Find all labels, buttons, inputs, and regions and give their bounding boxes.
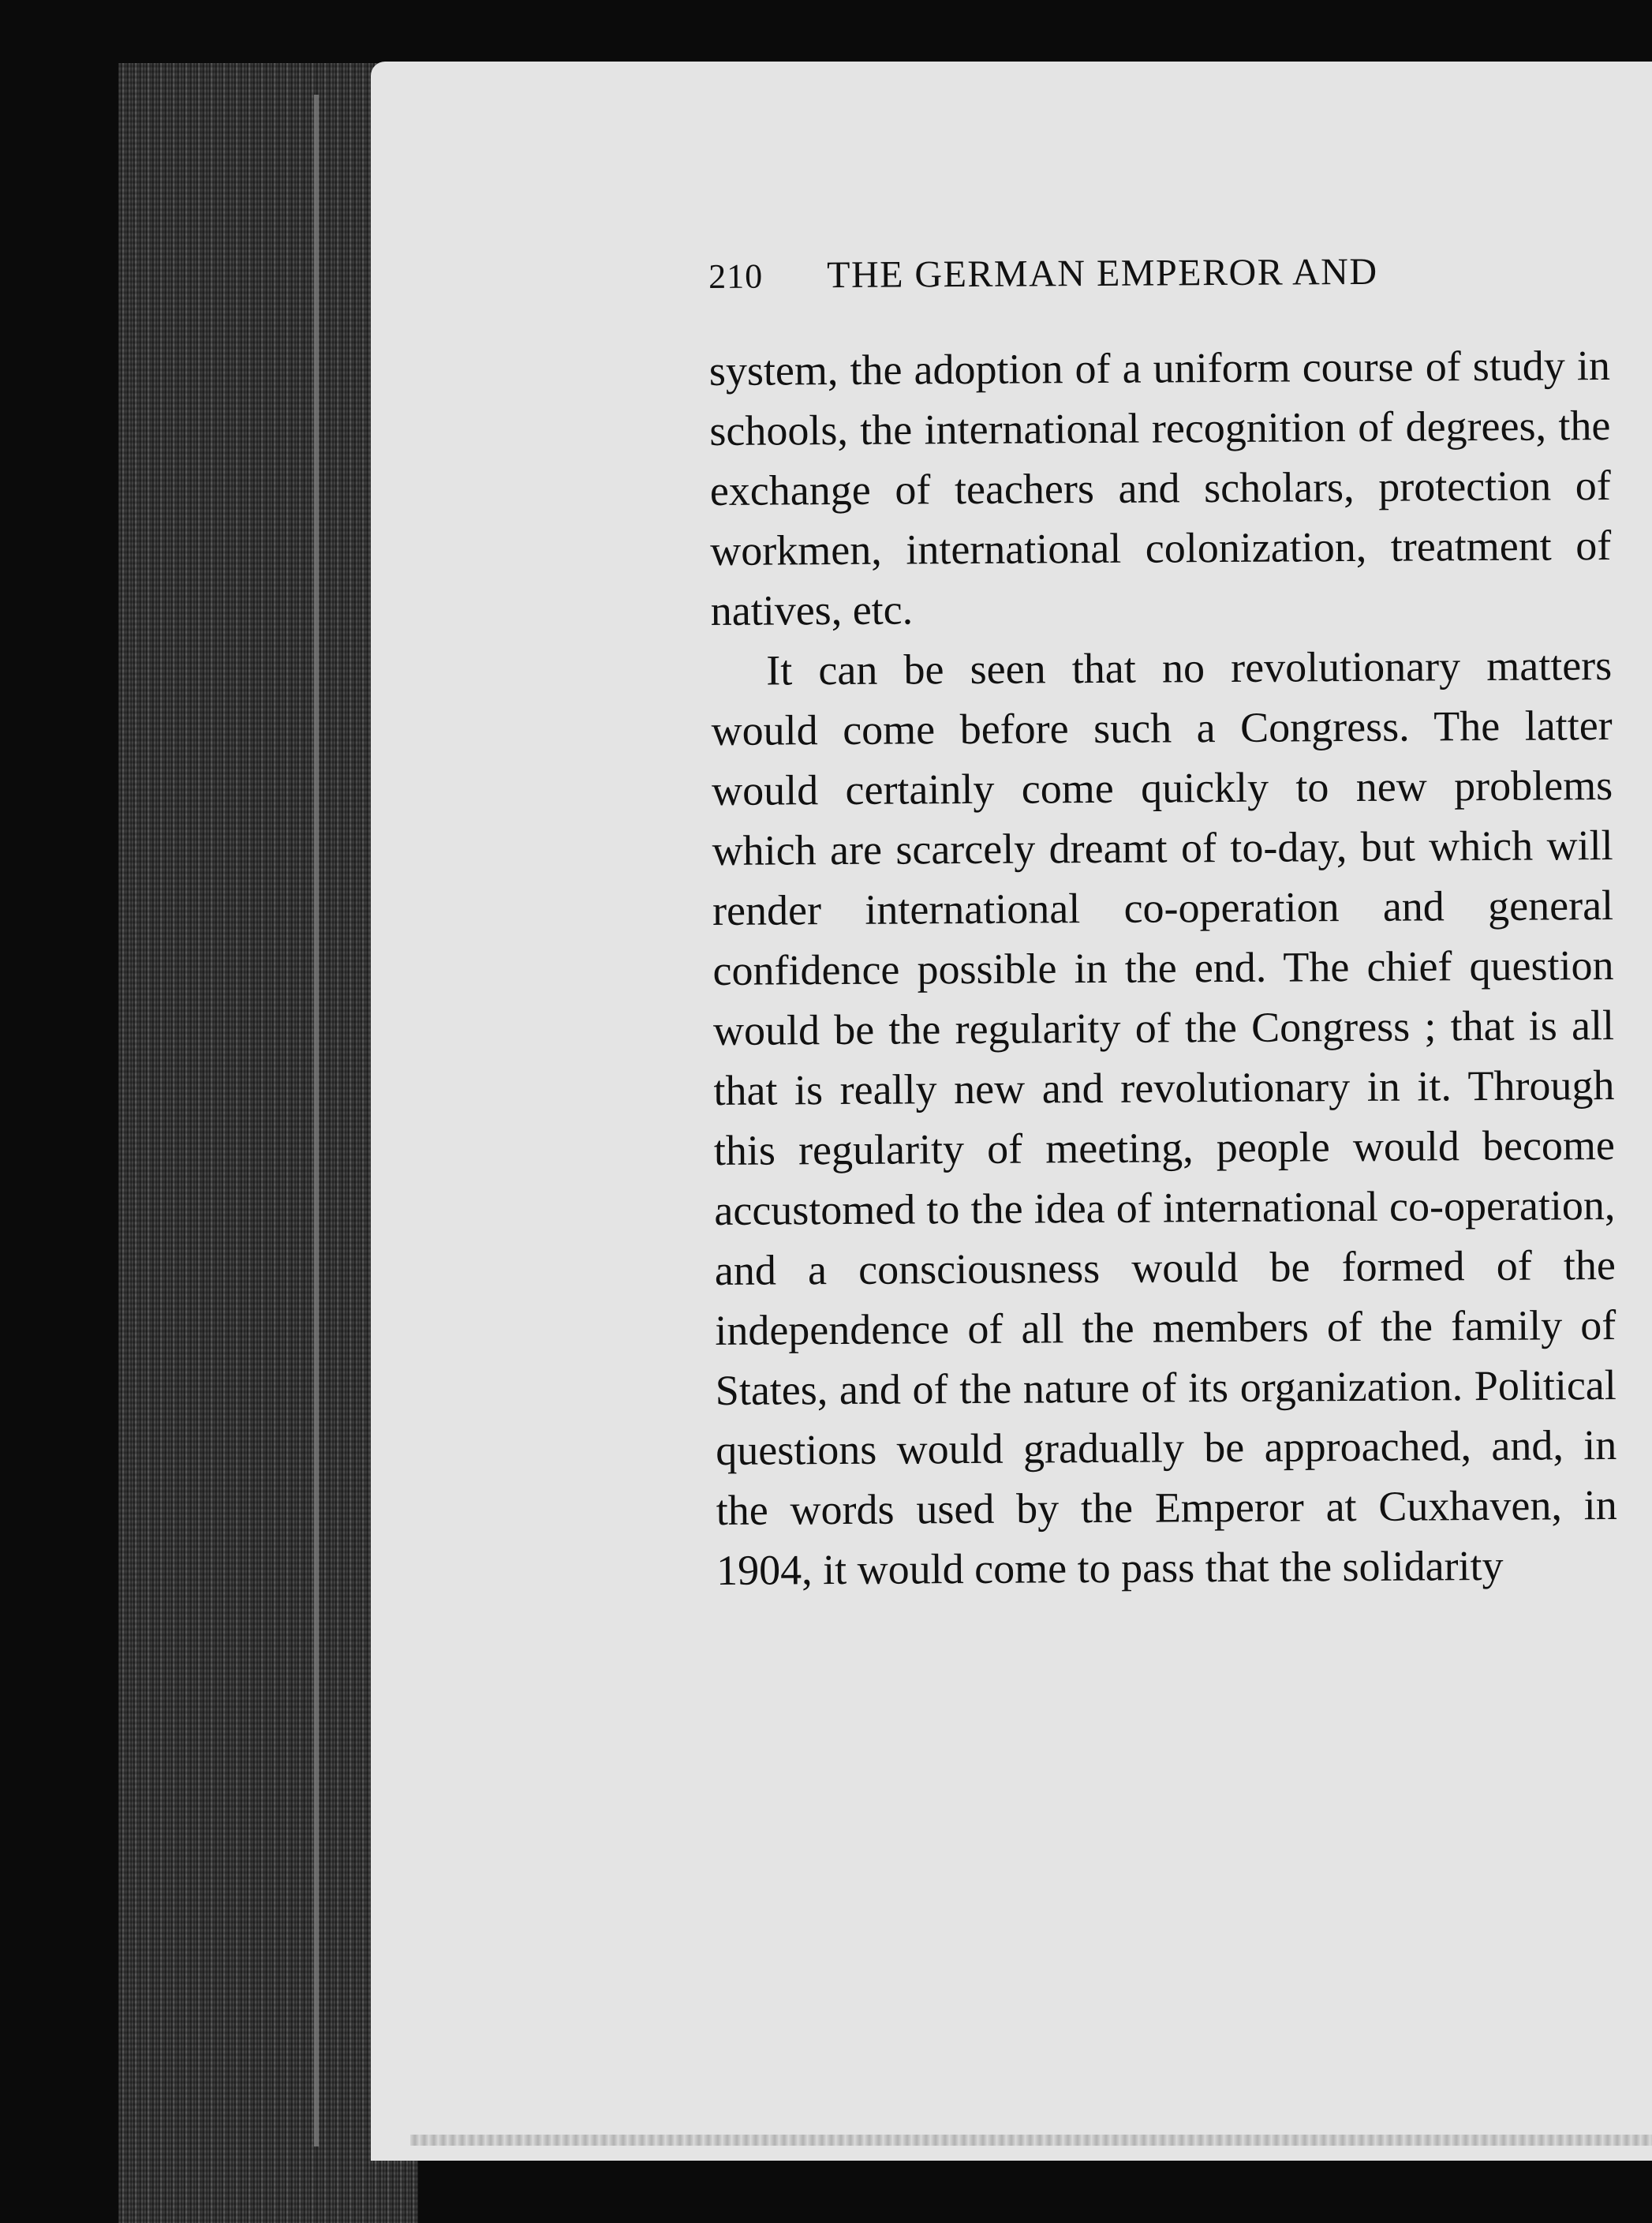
paragraph-continuation: system, the adoption of a uniform course of study in schools, the international recognition of degrees, the exchange of teachers and scholars, protection of workmen, international colonization, treatment of natives, etc.: [708, 342, 1612, 634]
running-head: [708, 249, 1609, 308]
running-head-title: THE GERMAN EMPEROR AND: [827, 250, 1378, 297]
page-edge-highlight: [314, 95, 319, 2146]
page-text-block: [708, 249, 1617, 1600]
paragraph-congress: It can be seen that no revolutionary matters would come before such a Congress. The latter would certainly come quickly to new problems which are scarcely dreamt of to-day, but which will render international co-operation and general confidence possible in the end. The chief question would be the regularity of the Congress ; that is all that is really new and revolutionary in it. Through this regularity of meeting, people would become accustomed to the idea of international co-operation, and a consciousness would be formed of the independence of all the members of the family of States, and of the nature of its organization. Political questions would gradually be approached, and, in the words used by the Emperor at Cuxhaven, in 1904, it would come to pass that the solidarity: [711, 642, 1617, 1594]
page-bottom-edge: [410, 2135, 1652, 2146]
page-number: 210: [708, 256, 764, 296]
